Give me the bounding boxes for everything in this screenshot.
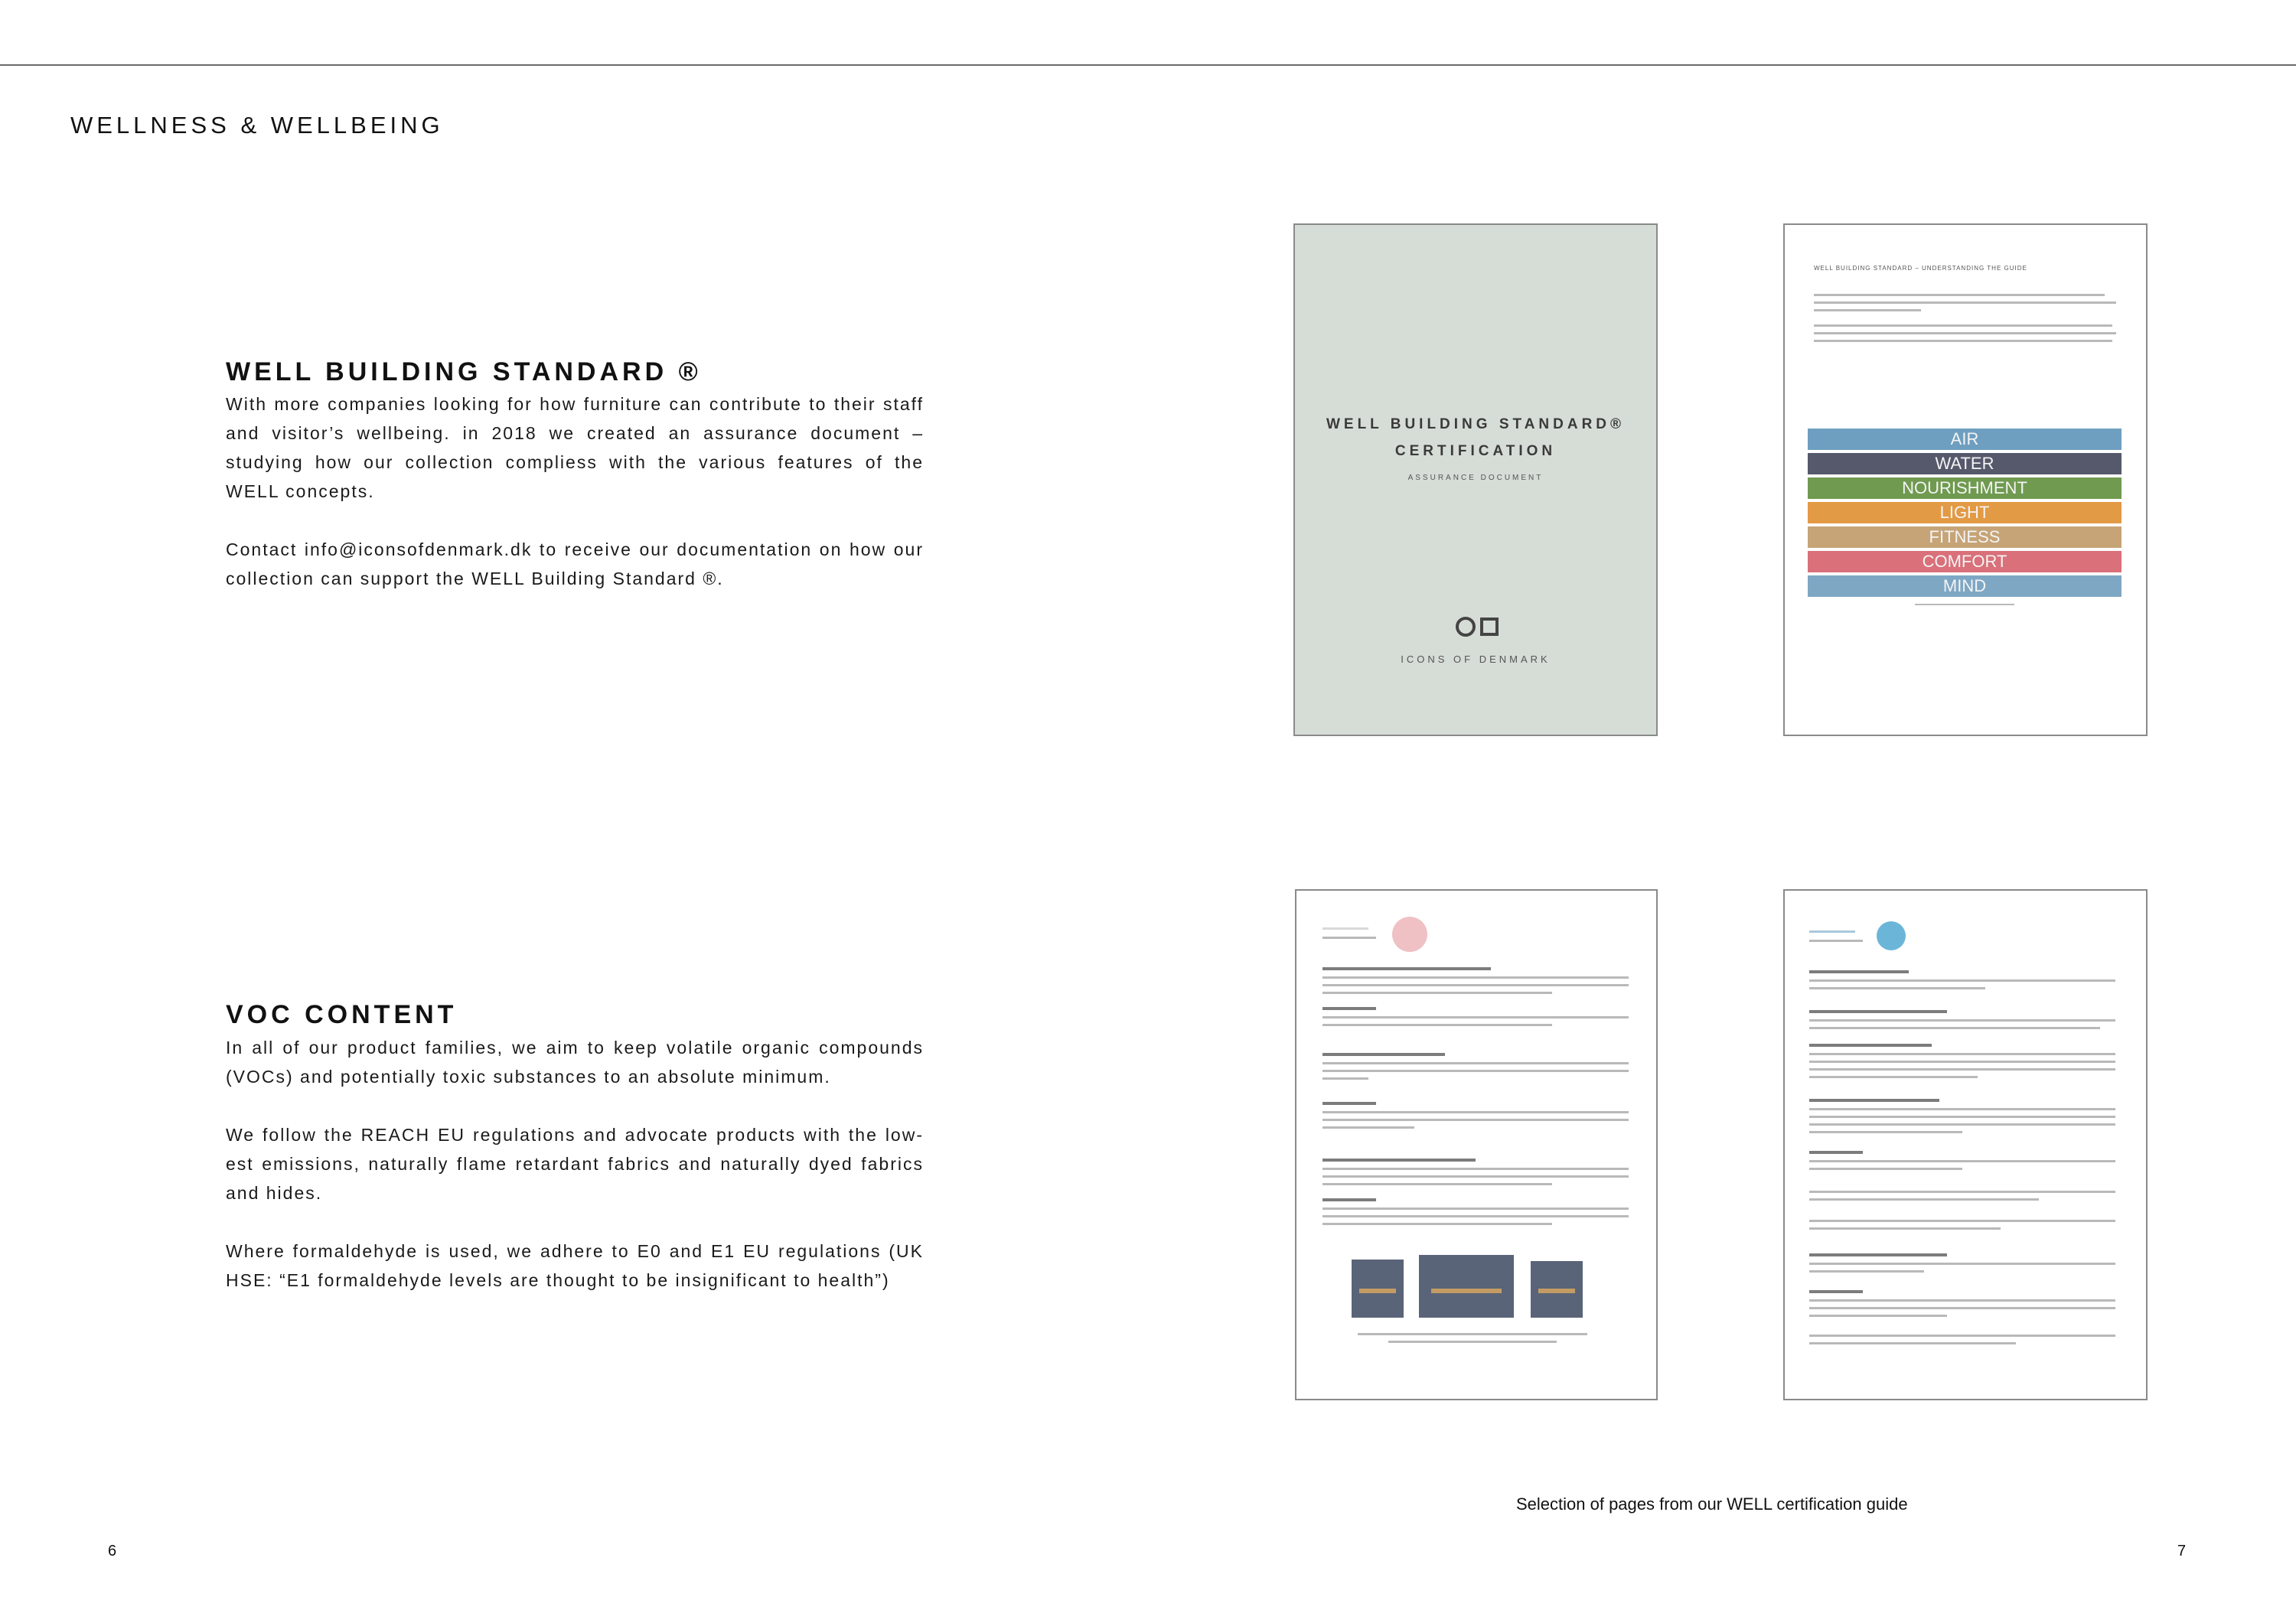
- text-line: [1322, 1111, 1629, 1113]
- voc-paragraph-1: In all of our product families, we aim to keep volatile organic compounds (VOCs) and potentially toxic substances to an absolute minimum.: [226, 1038, 924, 1087]
- feature-heading-line: [1809, 1253, 1947, 1256]
- text-line: [1809, 1019, 2115, 1022]
- thumbnails-caption: Selection of pages from our WELL certification guide: [1516, 1494, 1908, 1514]
- cover-title-line-1: WELL BUILDING STANDARD®: [1326, 416, 1626, 432]
- concept-comfort: COMFORT: [1808, 551, 2122, 572]
- booth-sofa-image: [1419, 1255, 1514, 1318]
- feature-heading-line: [1809, 1099, 1939, 1102]
- text-line: [1809, 1168, 1962, 1170]
- text-line: [1814, 332, 2116, 334]
- cover-subtitle: ASSURANCE DOCUMENT: [1407, 474, 1544, 482]
- feature-heading-line: [1322, 1102, 1376, 1105]
- well-heading: WELL BUILDING STANDARD ®: [226, 357, 702, 386]
- comfort-badge-icon: [1392, 917, 1427, 952]
- text-line: [1322, 1077, 1368, 1080]
- text-line: [1809, 1076, 1978, 1078]
- text-line: [1322, 1175, 1629, 1178]
- well-paragraph-2: Contact info@iconsofdenmark.dk to receive our documentation on how our collection can support the WELL Building Standard ®.: [226, 539, 924, 588]
- text-line: [1322, 992, 1552, 994]
- feature-heading-line: [1322, 1198, 1376, 1201]
- text-line: [1322, 984, 1629, 986]
- voc-paragraph-2: We follow the REACH EU regulations and advocate products with the low-est emissions, naturally flame retardant fabrics and naturally dyed fabrics and hides.: [226, 1125, 924, 1203]
- text-line: [1322, 1119, 1629, 1121]
- voc-paragraph-3: Where formaldehyde is used, we adhere to E0 and E1 EU regulations (UK HSE: “E1 formaldehyde levels are thought to be insignificant to health”): [226, 1241, 924, 1290]
- text-line: [1809, 1027, 2100, 1029]
- text-line: [1322, 1070, 1629, 1072]
- text-line: [1809, 1227, 2001, 1230]
- text-line: [1322, 1062, 1629, 1064]
- text-line: [1809, 1342, 2016, 1344]
- cover-title-line-2: CERTIFICATION: [1394, 443, 1557, 459]
- booth-seat: [1359, 1289, 1396, 1293]
- text-line: [1322, 1168, 1629, 1170]
- image-caption-line: [1388, 1341, 1557, 1343]
- text-line: [1814, 301, 2116, 304]
- text-line: [1809, 1299, 2115, 1302]
- top-rule: [0, 64, 2296, 66]
- feature-heading-line: [1322, 967, 1491, 970]
- feature-heading-line: [1809, 1010, 1947, 1013]
- feature-heading-line: [1322, 1007, 1376, 1010]
- text-line: [1809, 1307, 2115, 1309]
- concept-fitness: FITNESS: [1808, 526, 2122, 548]
- text-line: [1809, 987, 1985, 989]
- text-line: [1322, 1215, 1629, 1217]
- text-line: [1809, 1270, 1924, 1273]
- text-line: [1322, 1126, 1414, 1129]
- text-line: [1322, 976, 1629, 979]
- voc-heading: VOC CONTENT: [226, 1000, 458, 1029]
- text-line: [1809, 940, 1863, 942]
- guide-page-header: WELL BUILDING STANDARD – UNDERSTANDING THE GUIDE: [1814, 265, 2027, 272]
- text-line: [1809, 1335, 2115, 1337]
- feature-heading-line: [1322, 1053, 1445, 1056]
- guide-page-thumbnail: [1783, 223, 2148, 736]
- text-line: [1809, 1263, 2115, 1265]
- cover-page-thumbnail: [1293, 223, 1658, 736]
- well-paragraph-1: With more companies looking for how furniture can contribute to their staff and visitor’s wellbeing. in 2018 we created an assurance document – studying how our collection compliess with the various features of the WELL concepts.: [226, 394, 924, 501]
- text-line: [1809, 1315, 1947, 1317]
- text-line: [1809, 1131, 1962, 1133]
- comfort-page-thumbnail: [1295, 889, 1658, 1400]
- text-line: [1809, 1160, 2115, 1162]
- feature-heading-line: [1809, 1044, 1932, 1047]
- figure-caption-line: [1915, 604, 2014, 605]
- concept-light: LIGHT: [1808, 502, 2122, 523]
- text-line: [1809, 1116, 2115, 1118]
- text-line: [1322, 1016, 1629, 1018]
- text-line: [1809, 1123, 2115, 1126]
- brand-square-icon: [1480, 618, 1499, 636]
- text-line: [1322, 937, 1376, 939]
- text-line: [1809, 1191, 2115, 1193]
- feature-heading-line: [1809, 970, 1909, 973]
- text-line: [1809, 1220, 2115, 1222]
- text-line: [1322, 1183, 1552, 1185]
- page-number-right: 7: [2177, 1543, 2187, 1559]
- text-line: [1809, 1198, 2039, 1201]
- text-line: [1809, 1053, 2115, 1055]
- text-line: [1814, 324, 2112, 327]
- air-quality-page-thumbnail: [1783, 889, 2148, 1400]
- booth-seat: [1538, 1289, 1575, 1293]
- brand-circle-icon: [1456, 617, 1476, 637]
- text-line: [1814, 294, 2105, 296]
- text-line: [1809, 1068, 2115, 1071]
- text-line: [1322, 1207, 1629, 1210]
- text-line: [1322, 1223, 1552, 1225]
- concept-nourishment: NOURISHMENT: [1808, 477, 2122, 499]
- text-line: [1322, 927, 1368, 930]
- concept-mind: MIND: [1808, 575, 2122, 597]
- text-line: [1809, 1108, 2115, 1110]
- text-line: [1814, 309, 1921, 311]
- text-line: [1809, 930, 1855, 933]
- concept-air: AIR: [1808, 429, 2122, 450]
- feature-heading-line: [1809, 1151, 1863, 1154]
- text-line: [1322, 1024, 1552, 1026]
- booth-table: [1431, 1289, 1502, 1293]
- cover-brand: ICONS OF DENMARK: [1401, 653, 1551, 665]
- text-line: [1809, 1061, 2115, 1063]
- text-line: [1809, 979, 2115, 982]
- section-label: WELLNESS & WELLBEING: [70, 112, 444, 139]
- text-line: [1814, 340, 2112, 342]
- image-caption-line: [1358, 1333, 1587, 1335]
- concept-water: WATER: [1808, 453, 2122, 474]
- feature-heading-line: [1809, 1290, 1863, 1293]
- feature-heading-line: [1322, 1159, 1476, 1162]
- air-badge-icon: [1877, 921, 1906, 950]
- page-number-left: 6: [108, 1543, 117, 1559]
